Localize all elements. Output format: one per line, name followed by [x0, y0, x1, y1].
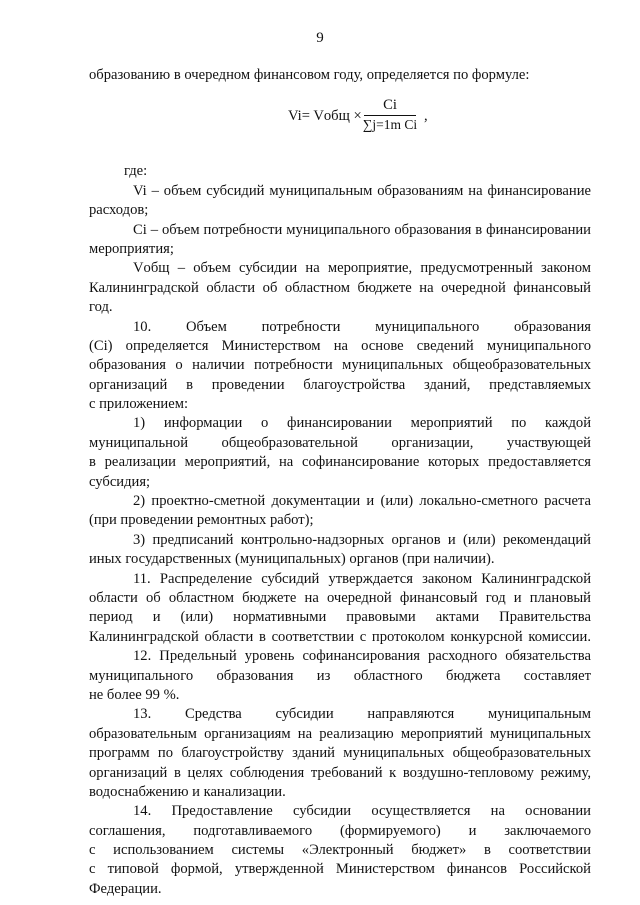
- text-line: Vобщ – объем субсидии на мероприятие, предусмотренный законом: [133, 260, 591, 277]
- text-line: 13. Средства субсидии направляются муниципальным: [133, 706, 591, 723]
- text-line: Калининградской области об областном бюджете на очередной финансовый: [89, 279, 591, 296]
- text-line: организаций в проведении благоустройства зданий, представляемых: [89, 376, 591, 393]
- text-line: не более 99 %.: [89, 686, 180, 703]
- text-line: 11. Распределение субсидий утверждается законом Калининградской: [133, 570, 591, 587]
- text-line: организаций в целях соблюдения требований к воздушно-тепловому режиму,: [89, 764, 591, 781]
- text-line: где:: [124, 163, 148, 180]
- text-line: (Ci) определяется Министерством на основе сведений муниципального: [89, 337, 591, 354]
- text-line: иных государственных (муниципальных) органов (при наличии).: [89, 551, 495, 568]
- text-line: муниципальной общеобразовательной организации, участвующей: [89, 434, 591, 451]
- text-line: области об областном бюджете на очередной финансовый год и плановый: [89, 589, 591, 606]
- text-line: образованию в очередном финансовом году, определяется по формуле:: [89, 67, 530, 83]
- formula-numerator: Ci: [383, 97, 397, 113]
- text-line: 12. Предельный уровень софинансирования расходного обязательства: [133, 648, 591, 665]
- document-body: [89, 66, 591, 899]
- text-line: 10. Объем потребности муниципального образования: [133, 318, 591, 335]
- text-line: водоснабжению и канализации.: [89, 783, 286, 800]
- text-line: 3) предписаний контрольно-надзорных органов и (или) рекомендаций: [133, 531, 591, 548]
- formula-spacer: [89, 85, 591, 162]
- text-line: 14. Предоставление субсидии осуществляется на основании: [133, 803, 591, 820]
- text-line: Федерации.: [89, 880, 162, 897]
- text-line: Vi – объем субсидий муниципальным образованиям на финансирование: [133, 182, 591, 199]
- text-line: субсидия;: [89, 473, 151, 490]
- text-line: в реализации мероприятий, на софинансирование которых предоставляется: [89, 454, 591, 471]
- text-line: образования о наличии потребности муниципальных общеобразовательных: [89, 357, 591, 374]
- text-line: муниципального образования из областного бюджета составляет: [89, 667, 591, 684]
- text-line: с приложением:: [89, 396, 189, 413]
- text-line: образовательным организациям на реализацию мероприятий муниципальных: [89, 725, 591, 742]
- formula-lhs: Vi= Vобщ ×: [288, 108, 362, 124]
- text-line: 2) проектно-сметной документации и (или) локально-сметного расчета: [133, 493, 591, 510]
- text-line: год.: [89, 299, 113, 316]
- text-line: Ci – объем потребности муниципального образования в финансировании: [133, 221, 591, 238]
- text-line: соглашения, подготавливаемого (формируемого) и заключаемого: [89, 822, 591, 839]
- text-line: Калининградской области в соответствии с протоколом конкурсной комиссии.: [89, 628, 591, 645]
- formula-denominator: ∑j=1m Ci: [362, 117, 418, 132]
- text-line: с использованием системы «Электронный бюджет» в соответствии: [89, 842, 591, 859]
- text-line: программ по благоустройству зданий муниципальных общеобразовательных: [89, 745, 591, 762]
- text-line: период и (или) нормативными правовыми актами Правительства: [89, 609, 591, 626]
- text-line: с типовой формой, утвержденной Министерством финансов Российской: [89, 861, 591, 878]
- text-line: мероприятия;: [89, 240, 174, 257]
- text-line: (при проведении ремонтных работ);: [89, 512, 314, 529]
- page-number: 9: [316, 30, 324, 46]
- text-line: расходов;: [89, 202, 149, 219]
- formula-comma: ,: [424, 108, 428, 124]
- text-line: 1) информации о финансировании мероприятий по каждой: [133, 415, 591, 432]
